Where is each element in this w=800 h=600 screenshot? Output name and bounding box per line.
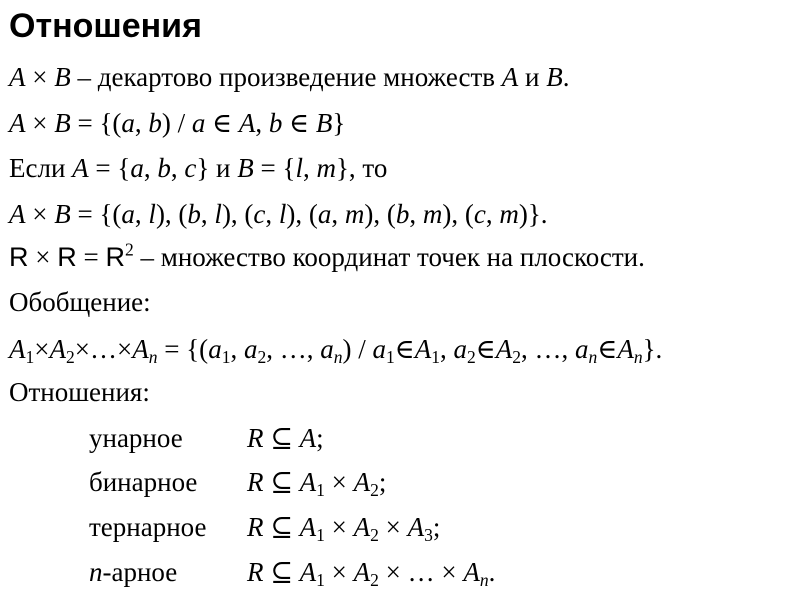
formula-cartesian-product: A × B = {(a, b) / a ∈ A, b ∈ B} — [9, 108, 346, 138]
definition-line: A × B – декартово произведение множеств A и B. — [9, 62, 570, 92]
formula-generalization: $A_1\times A_2\times\dots\times A_n = \{(a_1$, $a_2$, …, $a_n$) / $a_1\in A_1$, $a_2\in A_2$, …, $a_n\in A_n$}. — [9, 334, 663, 367]
relation-n-ary-name — [89, 555, 177, 589]
relation-ternary-name: тернарное — [89, 512, 207, 542]
example-condition-line: Если A = {a, b, c} и B = {l, m}, то — [9, 153, 388, 183]
page-title: Отношения — [9, 7, 202, 45]
relation-binary-name: бинарное — [89, 467, 198, 497]
conjunction-and: и — [209, 153, 238, 183]
relations-heading: Отношения: — [9, 377, 150, 407]
conjunction-and: и — [518, 62, 547, 92]
example-result-line: A × B = {(a, l), (b, l), (c, l), (a, m), (b, m), (c, m)}. — [9, 199, 548, 229]
relation-unary-formula: R ⊆ A; — [247, 423, 324, 453]
definition-text: – декартово произведение множеств — [70, 62, 502, 92]
relation-n-ary-formula: R ⊆ $A_1 \times A_2$ × … × $A_n$. — [247, 557, 496, 590]
relation-binary-formula: R ⊆ $A_1 \times A_2$; — [247, 467, 387, 500]
if-word: Если — [9, 153, 73, 183]
then-word: , то — [348, 153, 388, 183]
relation-unary-name: унарное — [89, 423, 183, 453]
generalization-heading: Обобщение: — [9, 287, 151, 317]
plane-coordinates-line: $R \times R = R^2$ – множество координат точек на плоскости. — [9, 239, 645, 272]
relation-n-ary-suffix: -арное — [102, 557, 178, 587]
plane-coordinates-text: – множество координат точек на плоскости. — [133, 242, 645, 272]
relation-ternary-formula: R ⊆ $A_1 \times A_2 \times A_3$; — [247, 512, 441, 545]
relation-n-ary-italic: n — [89, 557, 103, 587]
